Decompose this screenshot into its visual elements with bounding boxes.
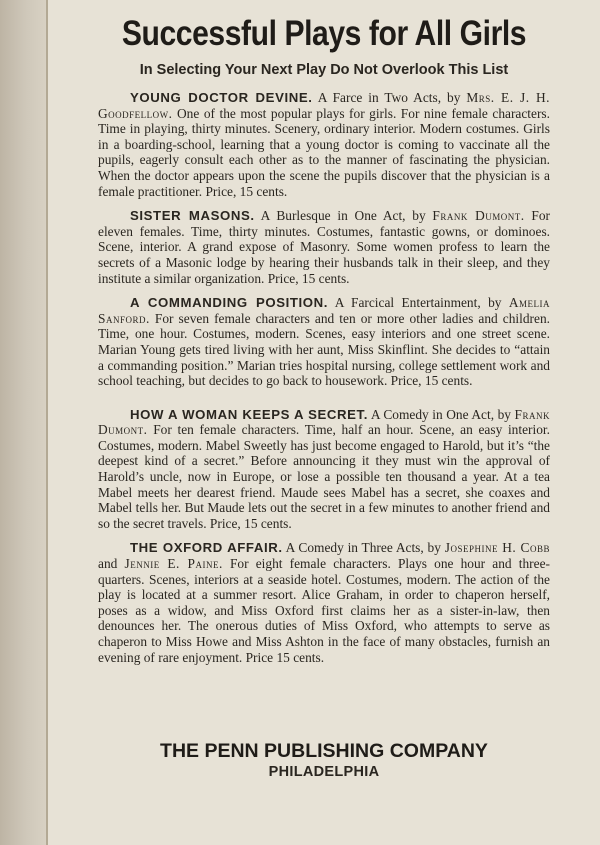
publisher-name: THE PENN PUBLISHING COMPANY: [160, 740, 488, 762]
play-title: SISTER MASONS.: [130, 208, 255, 224]
play-description: For ten female characters. Time, half an hour. Scene, an easy interior. Costumes, modern. Mabel Sweetly has just become engaged to Harold, but it’s “the deepest kind of a secret.” Before announcing it they must win the approval of Harold’s uncle, now in Europe, or lose a possible ten thousand a year. At a tea Mabel meets her dearest friend. Maude sees Mabel has a secret, she coaxes and Mabel tells her. But Maude lets out the secret in a few minutes to another friend and so the secret travels. Price, 15 cents.: [98, 422, 550, 531]
play-description: For eleven females. Time, thirty minutes. Costumes, fantastic gowns, or dominoes. Scene, interior. A grand expose of Masonry. Some women profess to learn the secrets of a Masonic lodge by hearing their husbands talk in their sleep, and they institute a similar organization. Price, 15 cents.: [98, 208, 550, 286]
play-lead: A Farce in Two Acts, by: [317, 90, 461, 105]
play-title: HOW A WOMAN KEEPS A SECRET.: [130, 406, 369, 422]
play-description: For seven female characters and ten or more other ladies and children. Time, one hour. Costumes, modern. Scenes, easy interiors and one street scene. Marian Young gets tired living with her aunt, Miss Skinflint. She decides to “attain a commanding position.” Marian tries hospital nursing, college settlement work and school teaching, but decides to go back to housework. Price, 15 cents.: [98, 310, 550, 389]
play-author-second: Jennie E. Paine.: [124, 556, 223, 572]
play-lead: A Burlesque in One Act, by: [260, 208, 426, 224]
publisher-city: PHILADELPHIA: [268, 764, 380, 780]
page-subtitle: In Selecting Your Next Play Do Not Overlook This List: [139, 62, 509, 78]
play-entry-how-a-woman-keeps-a-secret: [98, 407, 550, 532]
play-title: A COMMANDING POSITION.: [130, 295, 329, 311]
play-description: One of the most popular plays for girls. For nine female characters. Time in playing, thirty minutes. Scenery, ordinary interior. Modern costumes. Girls in a boarding-school, learning that a young doctor is coming to vaccinate all the pupils, eagerly consult each other as to the manner of fascinating the physician. When the doctor appears upon the scene the pupils discover that the physician is a female practitioner. Price, 15 cents.: [98, 105, 550, 199]
play-title: YOUNG DOCTOR DEVINE.: [130, 90, 313, 105]
play-author: Frank Dumont.: [98, 406, 550, 438]
play-list: [98, 90, 550, 665]
play-author: Frank Dumont.: [432, 208, 525, 224]
play-lead: A Comedy in One Act, by: [370, 406, 511, 422]
play-author: Mrs. E. J. H. Goodfellow.: [98, 90, 550, 121]
play-title: THE OXFORD AFFAIR.: [130, 540, 283, 556]
play-entry-sister-masons: [98, 208, 550, 286]
play-description: For eight female characters. Plays one hour and three-quarters. Scenes, interiors at a seaside hotel. Costumes, modern. The action of the play is located at a summer resort. Alice Graham, in order to chaperon herself, poses as a widow, and Miss Oxford first claims her as a sister-in-law, then denounces her. The onerous duties of Miss Oxford, who attempts to serve as chaperon to Miss Howe and Miss Ashton in the face of many obstacles, furnish an evening of rare enjoyment. Price 15 cents.: [98, 556, 550, 665]
play-lead: A Farcical Entertainment, by: [334, 295, 502, 311]
play-lead: A Comedy in Three Acts, by: [285, 540, 441, 556]
play-entry-young-doctor-devine: [98, 90, 550, 199]
page: [48, 0, 600, 845]
play-author: Josephine H. Cobb: [444, 540, 550, 556]
play-author-joiner: and: [98, 556, 118, 572]
play-entry-a-commanding-position: [98, 295, 550, 389]
book-spine: [0, 0, 48, 845]
play-author: Amelia Sanford.: [98, 295, 551, 326]
play-entry-the-oxford-affair: [98, 540, 550, 665]
page-title: Successful Plays for All Girls: [121, 14, 527, 53]
